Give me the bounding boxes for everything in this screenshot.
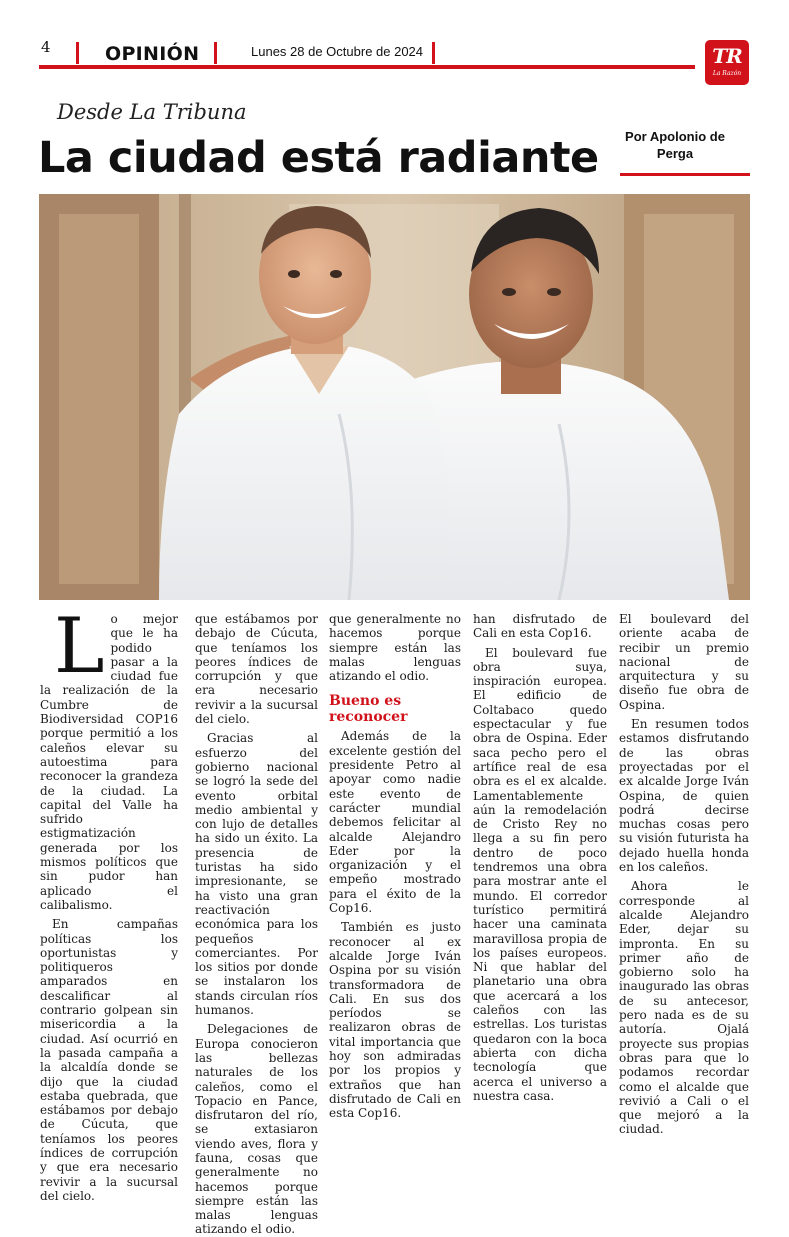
article-column-5 — [619, 612, 749, 1137]
header-divider — [76, 42, 79, 64]
paragraph: Gracias al esfuerzo del gobierno nacional se logró la sede del evento orbital medio ambiental y con lujo de detalles ha sido un éxito. La presencia de turistas ha sido impresionante, se ha visto una gran reactivación económica para los pequeños comerciantes. Por los sitios por donde se instalaron los stands circulan ríos humanos. — [195, 731, 318, 1018]
article-column-2 — [195, 612, 318, 1237]
column-kicker: Desde La Tribuna — [57, 100, 247, 124]
article-photo — [39, 194, 750, 600]
article-column-4 — [473, 612, 607, 1103]
paragraph: En resumen todos estamos disfrutando de las obras proyectadas por el ex alcalde Jorge Iván Ospina, de quien podrá decirse muchas cosas pero su visión futurista ha dejado huella honda en los caleños. — [619, 717, 749, 875]
paragraph: Delegaciones de Europa conocieron las bellezas naturales de los caleños, como el Topacio en Pance, disfrutaron del río, se extasiaron viendo aves, flora y fauna, cosas que generalmente no hacemos porque siempre están las malas lenguas atizando el odio. — [195, 1022, 318, 1237]
subhead: Bueno es reconocer — [329, 693, 408, 726]
article-column-3 — [329, 612, 461, 1121]
paragraph: El boulevard fue obra suya, inspiración europea. El edificio de Coltabaco quedo espectacular y fue obra de Ospina. Eder saca pecho pero el artífice real de esa obra es el ex alcalde. Lamentablemente aún la remodelación de Cristo Rey no llega a su fin pero dentro de poco tendremos una obra para mostrar ante el mundo. El corredor turístico permitirá hacer una caminata maravillosa propia de los países europeos. Ni que hablar del planetario una obra que acercará a los caleños con las estrellas. Los turistas quedaron con la boca abierta con dicha tecnología que acerca el universo a nuestra casa. — [473, 645, 607, 1103]
paragraph: También es justo reconocer al ex alcalde Jorge Iván Ospina por su visión transformadora de Cali. En sus dos períodos se realizaron obras de vital importancia que hoy son admiradas por los propios y extraños que han disfrutado de Cali en esta Cop16. — [329, 920, 461, 1121]
photo-illustration — [39, 194, 750, 600]
article-byline: Por Apolonio de Perga — [625, 129, 725, 161]
header-divider — [214, 42, 217, 64]
paragraph: En campañas políticas los oportunistas y politiqueros amparados en descalificar al contrario golpean sin misericordia a la ciudad. Así ocurrió en la pasada campaña a la alcaldía donde se dijo que la ciudad estaba quebrada, que estábamos por debajo de Cúcuta, que teníamos los peores índices de corrupción y que era necesario revivir a la sucursal del cielo. — [40, 917, 178, 1203]
logo-letters: TR — [712, 44, 742, 68]
page-number: 4 — [41, 38, 51, 56]
drop-cap: L — [54, 601, 105, 690]
header-rule — [39, 65, 695, 69]
paragraph: Además de la excelente gestión del presidente Petro al apoyar como nadie este evento de carácter mundial debemos felicitar al alcalde Alejandro Eder por la organización y el empeño mostrado para el éxito de la Cop16. — [329, 729, 461, 916]
logo-name: La Razón — [712, 70, 742, 77]
paragraph-continued: que generalmente no hacemos porque siempre están las malas lenguas atizando el odio. — [329, 612, 461, 684]
article-headline: La ciudad está radiante — [38, 133, 599, 183]
paragraph-continued: que estábamos por debajo de Cúcuta, que teníamos los peores índices de corrupción y que era necesario revivir a la sucursal del cielo. — [195, 612, 318, 727]
paragraph: Ahora le corresponde al alcalde Alejandro Eder, dejar su impronta. En su primer año de gobierno solo ha inaugurado las obras de su antecesor, pero nada es de su autoría. Ojalá proyecte sus propias obras para que lo podamos recordar como el alcalde que revivió a Cali o el que mejoró a la ciudad. — [619, 879, 749, 1137]
byline-rule — [620, 173, 750, 176]
paragraph: El boulevard del oriente acaba de recibir un premio nacional de arquitectura y su diseño fue obra de Ospina. — [619, 612, 749, 712]
header-divider — [432, 42, 435, 64]
article-column-1 — [40, 601, 178, 1203]
section-title: OPINIÓN — [105, 43, 200, 65]
paragraph: o mejor que le ha podido pasar a la ciudad fue la realización de la Cumbre de Biodiversidad COP16 porque permitió a los caleños elevar su autoestima para reconocer la grandeza de la ciudad. La capital del Valle ha sufrido estigmatización generada por los mismos políticos que sin pudor han aplicado el calibalismo. — [40, 612, 178, 912]
issue-date: Lunes 28 de Octubre de 2024 — [251, 44, 424, 59]
newspaper-logo[interactable] — [705, 40, 749, 85]
paragraph-continued: han disfrutado de Cali en esta Cop16. — [473, 612, 607, 641]
